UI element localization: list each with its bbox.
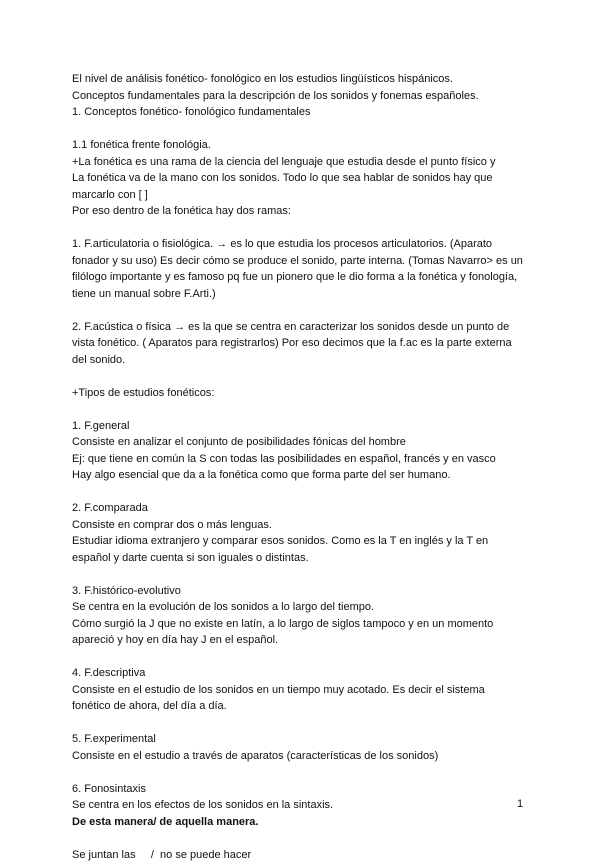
type-descriptiva-line: fonético de ahora, del día a día. bbox=[72, 698, 532, 715]
page-number: 1 bbox=[517, 796, 523, 813]
types-heading: +Tipos de estudios fonéticos: bbox=[72, 385, 532, 402]
type-comparada-title: 2. F.comparada bbox=[72, 500, 532, 517]
type-historico-line: Se centra en la evolución de los sonidos a lo largo del tiempo. bbox=[72, 599, 532, 616]
spacer bbox=[72, 121, 532, 138]
document-body bbox=[72, 71, 532, 863]
spacer bbox=[72, 715, 532, 732]
type-fonosintaxis-line: Se centra en los efectos de los sonidos en la sintaxis. bbox=[72, 797, 532, 814]
subsection-heading-1-1: 1.1 fonética frente fonológia. bbox=[72, 137, 532, 154]
intro-line-2: Conceptos fundamentales para la descripción de los sonidos y fonemas españoles. bbox=[72, 88, 532, 105]
branch-articulatoria-line: filólogo importante y es famoso pq fue un pionero que le dio forma a la fonética y fonología, bbox=[72, 269, 532, 286]
type-descriptiva-line: Consiste en el estudio de los sonidos en un tiempo muy acotado. Es decir el sistema bbox=[72, 682, 532, 699]
spacer bbox=[72, 566, 532, 583]
type-historico-title: 3. F.histórico-evolutivo bbox=[72, 583, 532, 600]
branch-acustica-line: del sonido. bbox=[72, 352, 532, 369]
type-general-line: Consiste en analizar el conjunto de posibilidades fónicas del hombre bbox=[72, 434, 532, 451]
spacer bbox=[72, 302, 532, 319]
type-comparada-line: Consiste en comprar dos o más lenguas. bbox=[72, 517, 532, 534]
type-fonosintaxis-title: 6. Fonosintaxis bbox=[72, 781, 532, 798]
paragraph-line: La fonética va de la mano con los sonidos. Todo lo que sea hablar de sonidos hay que bbox=[72, 170, 532, 187]
spacer bbox=[72, 368, 532, 385]
type-descriptiva-title: 4. F.descriptiva bbox=[72, 665, 532, 682]
type-experimental-title: 5. F.experimental bbox=[72, 731, 532, 748]
spacer bbox=[72, 484, 532, 501]
type-general-line: Ej: que tiene en común la S con todas las posibilidades en español, francés y en vasco bbox=[72, 451, 532, 468]
type-general-line: Hay algo esencial que da a la fonética como que forma parte del ser humano. bbox=[72, 467, 532, 484]
section-heading-1: 1. Conceptos fonético- fonológico fundamentales bbox=[72, 104, 532, 121]
branch-articulatoria-line: 1. F.articulatoria o fisiológica. → es lo que estudia los procesos articulatorios. (Aparato bbox=[72, 236, 532, 253]
spacer bbox=[72, 401, 532, 418]
paragraph-line: Por eso dentro de la fonética hay dos ramas: bbox=[72, 203, 532, 220]
paragraph-line: marcarlo con [ ] bbox=[72, 187, 532, 204]
closing-line: Se juntan las / no se puede hacer bbox=[72, 847, 532, 863]
spacer bbox=[72, 220, 532, 237]
type-experimental-line: Consiste en el estudio a través de aparatos (características de los sonidos) bbox=[72, 748, 532, 765]
type-general-title: 1. F.general bbox=[72, 418, 532, 435]
branch-articulatoria-line: tiene un manual sobre F.Arti.) bbox=[72, 286, 532, 303]
type-historico-line: apareció y hoy en día hay J en el español. bbox=[72, 632, 532, 649]
intro-line-1: El nivel de análisis fonético- fonológico en los estudios lingüísticos hispánicos. bbox=[72, 71, 532, 88]
spacer bbox=[72, 830, 532, 847]
paragraph-line: +La fonética es una rama de la ciencia del lenguaje que estudia desde el punto físico y bbox=[72, 154, 532, 171]
branch-acustica-line: 2. F.acústica o física → es la que se centra en caracterizar los sonidos desde un punto de bbox=[72, 319, 532, 336]
type-historico-line: Cómo surgió la J que no existe en latín, a lo largo de siglos tampoco y en un momento bbox=[72, 616, 532, 633]
type-fonosintaxis-bold-example: De esta manera/ de aquella manera. bbox=[72, 814, 532, 831]
type-comparada-line: español y darte cuenta si son iguales o distintas. bbox=[72, 550, 532, 567]
spacer bbox=[72, 649, 532, 666]
branch-articulatoria-line: fonador y su uso) Es decir cómo se produce el sonido, parte interna. (Tomas Navarro> es un bbox=[72, 253, 532, 270]
branch-acustica-line: vista fonético. ( Aparatos para registrarlos) Por eso decimos que la f.ac es la parte externa bbox=[72, 335, 532, 352]
type-comparada-line: Estudiar idioma extranjero y comparar esos sonidos. Como es la T en inglés y la T en bbox=[72, 533, 532, 550]
spacer bbox=[72, 764, 532, 781]
